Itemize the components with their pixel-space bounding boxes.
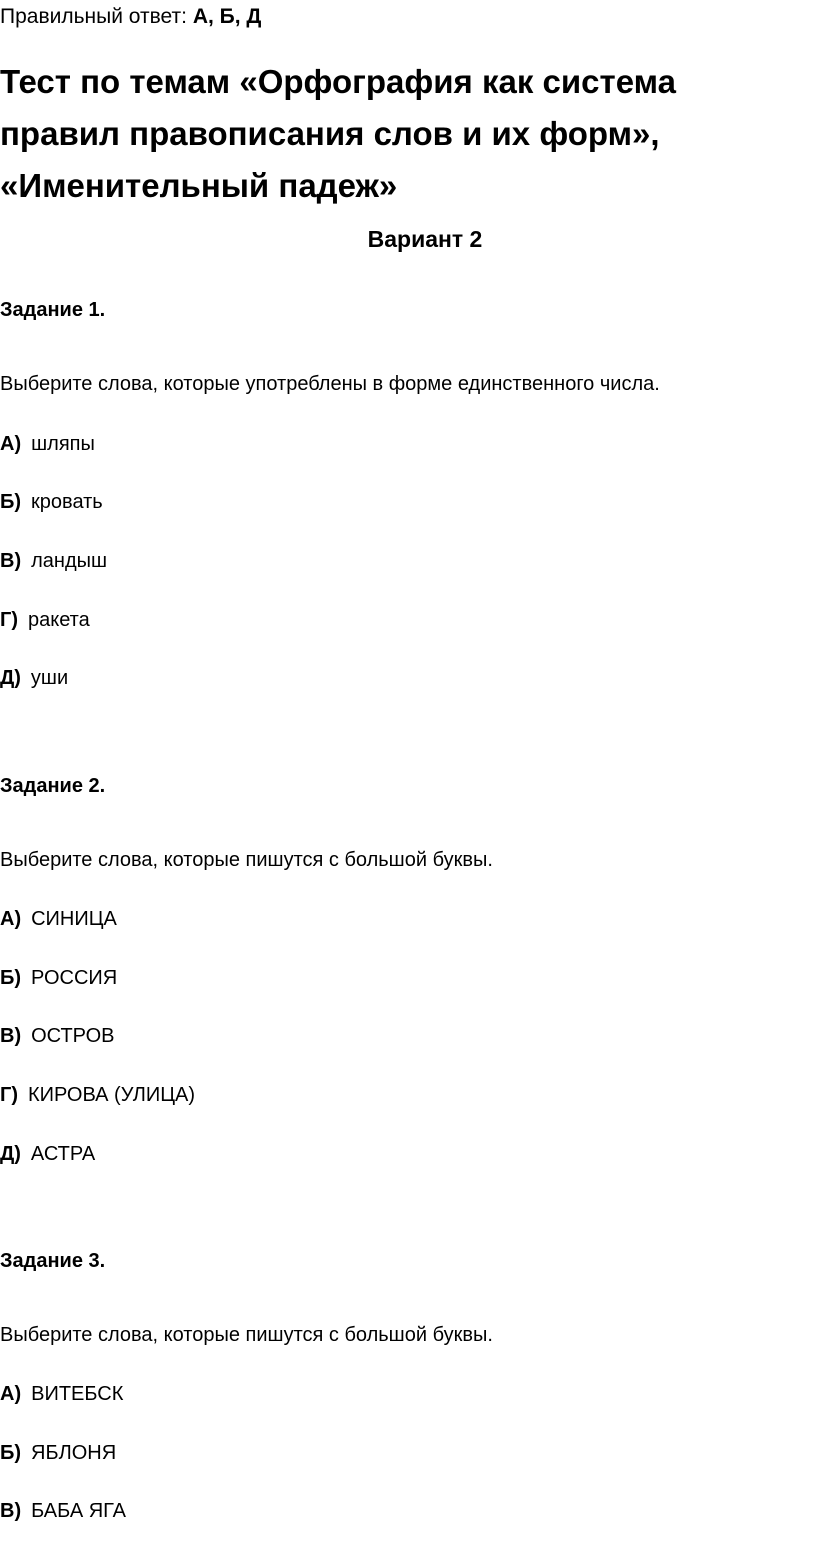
task-2-option-b[interactable] (0, 965, 117, 991)
task-1-heading: Задание 1. (0, 299, 106, 321)
option-letter: В) (0, 1025, 22, 1047)
option-letter: В) (0, 1500, 22, 1522)
option-letter: Д) (0, 667, 21, 689)
option-letter: Б) (0, 967, 22, 989)
option-letter: Б) (0, 491, 22, 513)
option-letter: А) (0, 908, 22, 930)
option-letter: А) (0, 1383, 22, 1405)
correct-answer-value: А, Б, Д (192, 5, 262, 28)
option-letter: Г) (0, 609, 18, 631)
task-1-option-c[interactable] (0, 548, 107, 574)
task-2-option-a[interactable] (0, 906, 117, 932)
task-3-option-b[interactable] (0, 1440, 116, 1466)
task-1-option-d[interactable] (0, 607, 90, 633)
task-3-option-c[interactable] (0, 1498, 126, 1524)
variant-title: Вариант 2 (367, 226, 483, 252)
option-text: БАБА ЯГА (31, 1500, 126, 1522)
task-2-option-e[interactable] (0, 1141, 95, 1167)
task-1-instruction: Выберите слова, которые употреблены в форме единственного числа. (0, 373, 660, 395)
task-2-option-c[interactable] (0, 1023, 114, 1049)
task-2-option-d[interactable] (0, 1082, 195, 1108)
option-text: РОССИЯ (31, 967, 118, 989)
page-title: Тест по темам «Орфография как система правил правописания слов и их форм», «Именительный падеж» (0, 63, 676, 204)
option-text: КИРОВА (УЛИЦА) (28, 1084, 196, 1106)
option-letter: А) (0, 433, 22, 455)
task-2-instruction: Выберите слова, которые пишутся с большой буквы. (0, 849, 493, 871)
task-3-heading: Задание 3. (0, 1250, 106, 1272)
option-text: ландыш (31, 550, 108, 572)
task-3-option-a[interactable] (0, 1381, 123, 1407)
task-3-instruction: Выберите слова, которые пишутся с большой буквы. (0, 1324, 493, 1346)
option-letter: В) (0, 550, 22, 572)
option-text: ВИТЕБСК (31, 1383, 124, 1405)
task-1-option-a[interactable] (0, 431, 95, 457)
option-text: ОСТРОВ (31, 1025, 115, 1047)
option-text: ракета (28, 609, 90, 631)
task-2-heading: Задание 2. (0, 775, 106, 797)
option-letter: Д) (0, 1143, 21, 1165)
option-text: шляпы (31, 433, 95, 455)
option-text: кровать (31, 491, 103, 513)
correct-answer-line (0, 3, 261, 31)
task-1-option-b[interactable] (0, 489, 103, 515)
correct-answer-label: Правильный ответ: (0, 5, 193, 28)
task-1-option-e[interactable] (0, 665, 68, 691)
option-text: СИНИЦА (31, 908, 117, 930)
option-letter: Б) (0, 1442, 22, 1464)
option-text: АСТРА (30, 1143, 96, 1165)
option-text: ЯБЛОНЯ (31, 1442, 117, 1464)
option-letter: Г) (0, 1084, 18, 1106)
option-text: уши (30, 667, 69, 689)
